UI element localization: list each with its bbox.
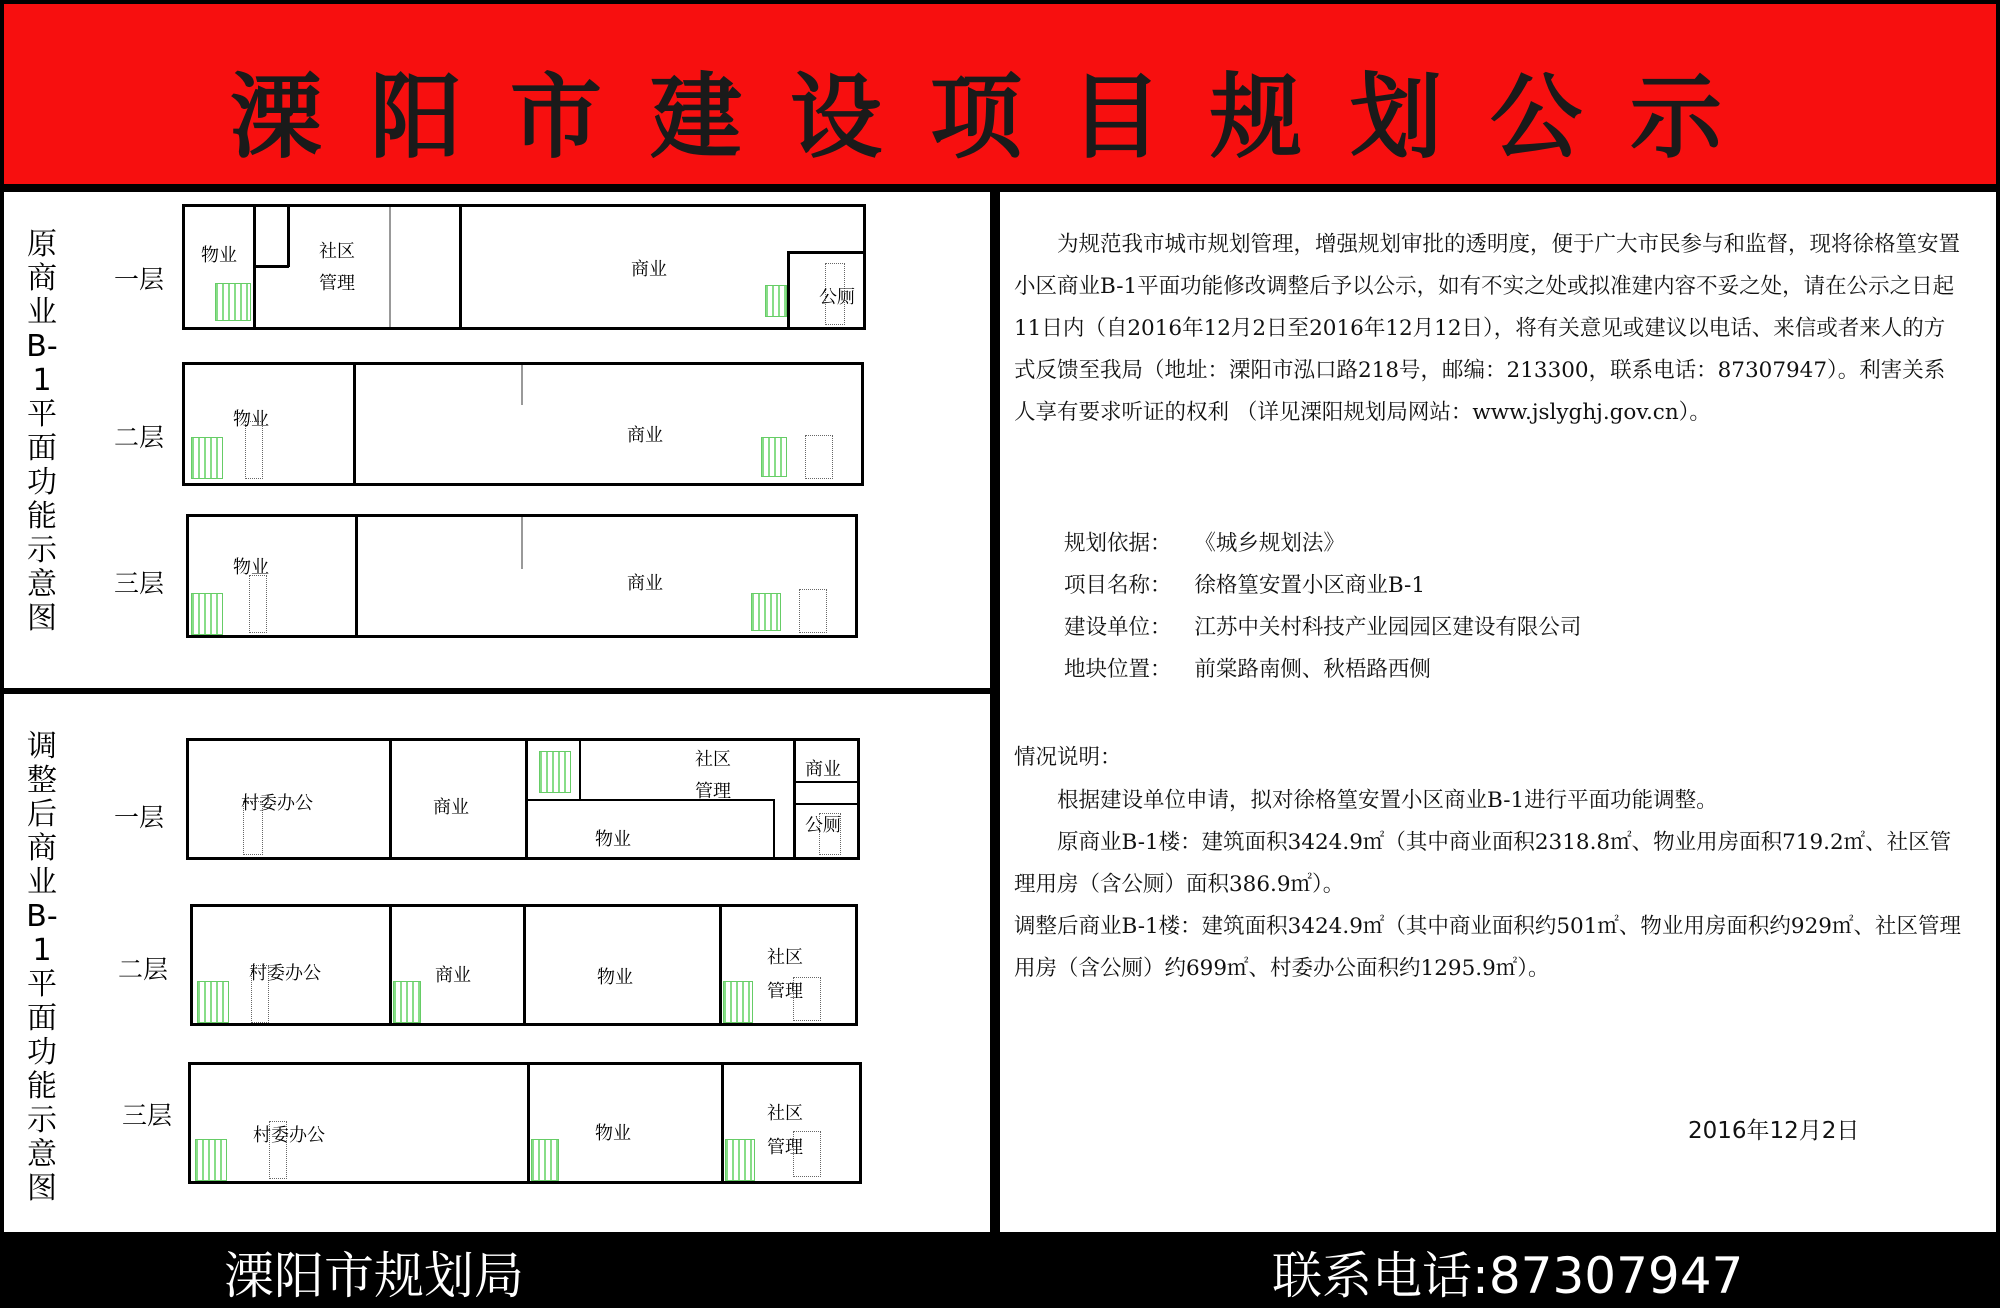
footer-phone: 联系电话:87307947 xyxy=(1272,1247,1744,1305)
situation-text-1: 根据建设单位申请，拟对徐格篁安置小区商业B-1进行平面功能调整。 xyxy=(1057,788,1718,813)
floor-plan-1f-adjusted xyxy=(186,738,860,860)
builder-label: 建设单位： xyxy=(1064,615,1172,640)
room-label: 商业 xyxy=(805,759,841,780)
notice-intro: 为规范我市城市规划管理，增强规划审批的透明度，便于广大市民参与和监督，现将徐格篁安置小区商业B-1平面功能修改调整后予以公示，如有不实之处或拟准建内容不妥之处，请在公示之日起11日内（自2016年12月2日至2016年12月12日），将有关意见或建议以电话、来信或者来人的方式反馈至我局（地址：溧阳市泓口路218号，邮编：213300，联系电话：87307947）。利害关系人享有要求听证的权利 （详见溧阳规划局网站：www.jslyghj.gov.cn）。 xyxy=(1014,232,1961,425)
basis-value: 《城乡规划法》 xyxy=(1194,531,1345,556)
footer-organization: 溧阳市规划局 xyxy=(224,1247,524,1305)
situation-title: 情况说明： xyxy=(1014,745,1122,770)
room-label: 社区 xyxy=(767,947,803,968)
notice-date: 2016年12月2日 xyxy=(1688,1118,1860,1144)
floor-plan-1f xyxy=(182,204,866,330)
room-label: 村委办公 xyxy=(241,793,313,814)
room-label: 村委办公 xyxy=(249,963,321,984)
room-label: 物业 xyxy=(595,1123,631,1144)
basis-row xyxy=(1064,526,1345,557)
floor-plan-3f xyxy=(186,514,858,638)
adjusted-plan-panel xyxy=(4,694,990,1232)
room-label: 物业 xyxy=(597,967,633,988)
room-label: 商业 xyxy=(631,259,667,280)
situation-text-2: 原商业B-1楼：建筑面积3424.9㎡（其中商业面积2318.8㎡、物业用房面积719.2㎡、社区管理用房（含公厕）面积386.9㎡）。 xyxy=(1014,830,1952,897)
project-label: 项目名称： xyxy=(1064,573,1172,598)
floor-plan-2f xyxy=(182,362,864,486)
floor-label: 一层 xyxy=(114,803,165,832)
location-value: 前棠路南侧、秋梧路西侧 xyxy=(1194,657,1431,682)
floor-label: 三层 xyxy=(114,569,165,598)
location-row xyxy=(1064,652,1431,683)
basis-label: 规划依据： xyxy=(1064,531,1172,556)
original-plan-panel xyxy=(4,192,990,688)
header-banner xyxy=(4,4,1996,188)
room-label: 村委办公 xyxy=(253,1125,325,1146)
floor-label: 一层 xyxy=(114,265,165,294)
original-plan-label: 原商业B-1平面功能示意图 xyxy=(26,227,58,636)
situation-text-3: 调整后商业B-1楼：建筑面积3424.9㎡（其中商业面积约501㎡、物业用房面积约929㎡、社区管理用房（含公厕）约699㎡、村委办公面积约1295.9㎡）。 xyxy=(1014,914,1961,981)
room-label: 社区 xyxy=(319,241,355,262)
page-title: 溧阳市建设项目规划公示 xyxy=(229,64,1770,171)
builder-value: 江苏中关村科技产业园园区建设有限公司 xyxy=(1194,615,1582,640)
floor-plan-3f-adjusted xyxy=(188,1062,862,1184)
room-label: 社区 xyxy=(695,749,731,770)
room-label: 商业 xyxy=(435,965,471,986)
room-label: 商业 xyxy=(433,797,469,818)
room-label: 管理 xyxy=(767,981,803,1002)
floor-plan-2f-adjusted xyxy=(190,904,858,1026)
floor-label: 三层 xyxy=(122,1101,173,1130)
room-label: 管理 xyxy=(319,273,355,294)
project-value: 徐格篁安置小区商业B-1 xyxy=(1194,573,1426,598)
room-label: 物业 xyxy=(201,245,237,266)
room-label: 社区 xyxy=(767,1103,803,1124)
location-label: 地块位置： xyxy=(1064,657,1172,682)
room-label: 公厕 xyxy=(805,815,841,836)
room-label: 物业 xyxy=(233,409,269,430)
room-label: 管理 xyxy=(695,781,731,802)
room-label: 公厕 xyxy=(819,287,855,308)
adjusted-plan-label: 调整后商业B-1平面功能示意图 xyxy=(26,729,58,1206)
room-label: 商业 xyxy=(627,425,663,446)
room-label: 管理 xyxy=(767,1137,803,1158)
builder-row xyxy=(1064,610,1581,641)
room-label: 物业 xyxy=(595,829,631,850)
room-label: 商业 xyxy=(627,573,663,594)
project-row xyxy=(1064,568,1425,599)
floor-label: 二层 xyxy=(114,423,165,452)
floor-label: 二层 xyxy=(118,955,169,984)
room-label: 物业 xyxy=(233,557,269,578)
